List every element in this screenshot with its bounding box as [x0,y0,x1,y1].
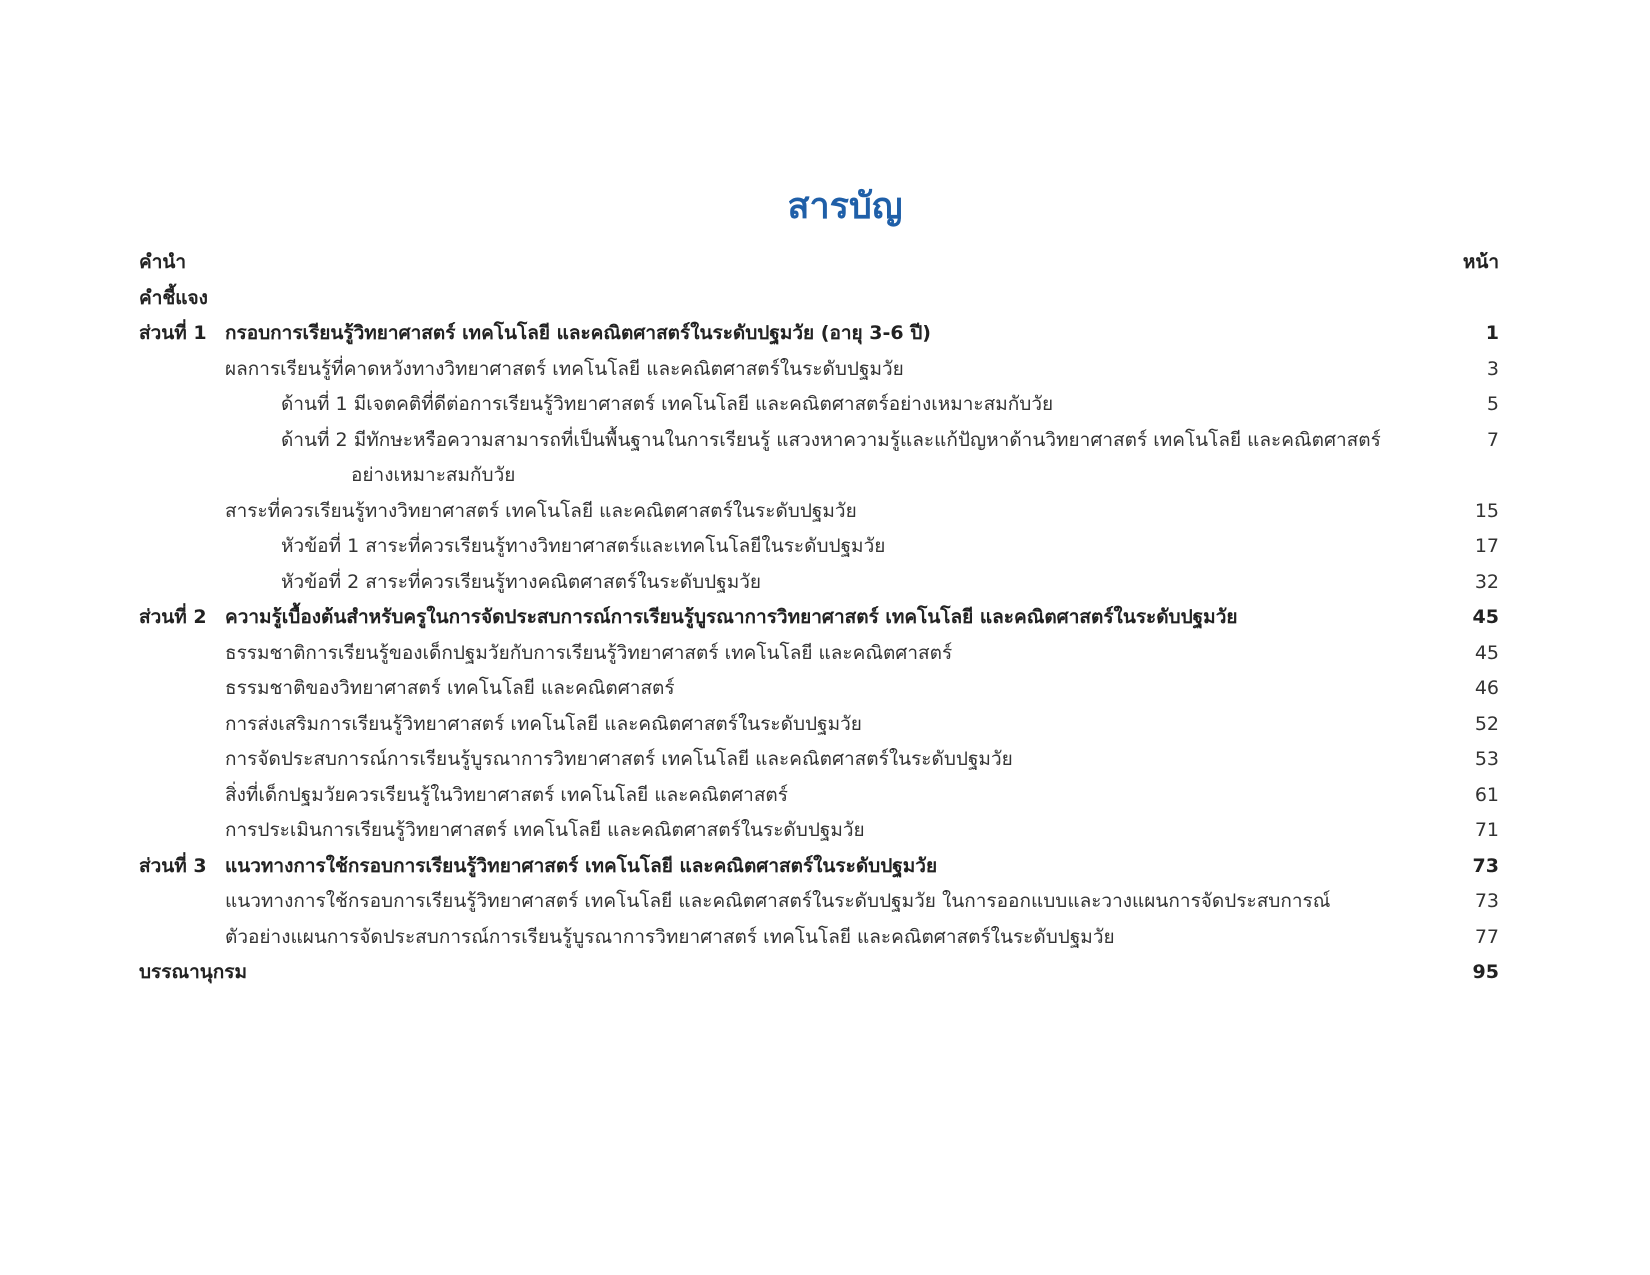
page-number: 1 [1485,322,1499,344]
toc-entry-line-2: อย่างเหมาะสมกับวัย [351,464,516,486]
toc-row [139,742,1499,778]
table-of-contents [139,245,1499,991]
toc-row [139,352,1499,388]
page-number: 17 [1474,535,1499,557]
page-number: 73 [1474,890,1499,912]
toc-entry-text: การประเมินการเรียนรู้วิทยาศาสตร์ เทคโนโลยี และคณิตศาสตร์ในระดับปฐมวัย [225,819,865,841]
page-number: 52 [1474,712,1499,735]
toc-row [139,707,1499,743]
toc-row-part-2 [139,600,1499,636]
page-number: 5 [1486,393,1499,415]
toc-row-preface [139,245,1499,281]
page-number: 61 [1474,783,1499,806]
toc-entry-text: การจัดประสบการณ์การเรียนรู้บูรณาการวิทยาศาสตร์ เทคโนโลยี และคณิตศาสตร์ในระดับปฐมวัย [225,748,1013,770]
toc-row [139,529,1499,565]
toc-entry-text: คำนำ [139,251,187,273]
toc-entry-text: หัวข้อที่ 1 สาระที่ควรเรียนรู้ทางวิทยาศาสตร์และเทคโนโลยีในระดับปฐมวัย [281,535,886,557]
toc-entry-text: ผลการเรียนรู้ที่คาดหวังทางวิทยาศาสตร์ เทคโนโลยี และคณิตศาสตร์ในระดับปฐมวัย [225,357,904,380]
page-title: สารบัญ [787,186,903,227]
toc-entry-text [281,423,1381,494]
toc-entry-text: ตัวอย่างแผนการจัดประสบการณ์การเรียนรู้บูรณาการวิทยาศาสตร์ เทคโนโลยี และคณิตศาสตร์ในระดับปฐมวัย [225,925,1115,948]
toc-row [139,636,1499,672]
part-number: ส่วนที่ 3 [139,854,207,877]
toc-row-bibliography [139,955,1499,991]
page-number: 71 [1474,819,1499,841]
page-column-header: หน้า [1462,251,1499,273]
toc-row-part-1 [139,316,1499,352]
page-number: 7 [1486,428,1499,451]
toc-entry-line-1: ด้านที่ 2 มีทักษะหรือความสามารถที่เป็นพื้นฐานในการเรียนรู้ แสวงหาความรู้และแก้ปัญหาด้านวิทยาศาสตร์ เทคโนโลยี และคณิตศาสตร์ [281,428,1381,451]
page-number: 95 [1472,961,1499,983]
page-number: 32 [1474,570,1499,593]
toc-row-part-3 [139,849,1499,885]
page-number: 3 [1486,357,1499,380]
page-number: 46 [1474,677,1499,699]
toc-row [139,423,1499,494]
toc-entry-text: บรรณานุกรม [139,961,247,983]
part-number: ส่วนที่ 2 [139,606,207,628]
toc-entry-text: ธรรมชาติของวิทยาศาสตร์ เทคโนโลยี และคณิตศาสตร์ [225,677,675,699]
toc-row [139,494,1499,530]
page-number: 73 [1472,854,1499,877]
toc-row [139,565,1499,601]
toc-entry-text: ด้านที่ 1 มีเจตคติที่ดีต่อการเรียนรู้วิทยาศาสตร์ เทคโนโลยี และคณิตศาสตร์อย่างเหมาะสมกับวัย [281,393,1054,415]
page-number: 15 [1474,499,1499,522]
page-number: 45 [1474,641,1499,664]
toc-entry-text: แนวทางการใช้กรอบการเรียนรู้วิทยาศาสตร์ เทคโนโลยี และคณิตศาสตร์ในระดับปฐมวัย [225,854,938,877]
toc-row [139,920,1499,956]
toc-entry-text: สาระที่ควรเรียนรู้ทางวิทยาศาสตร์ เทคโนโลยี และคณิตศาสตร์ในระดับปฐมวัย [225,499,857,522]
toc-entry-text: หัวข้อที่ 2 สาระที่ควรเรียนรู้ทางคณิตศาสตร์ในระดับปฐมวัย [281,570,762,593]
toc-row [139,778,1499,814]
toc-entry-text: ธรรมชาติการเรียนรู้ของเด็กปฐมวัยกับการเรียนรู้วิทยาศาสตร์ เทคโนโลยี และคณิตศาสตร์ [225,641,953,664]
toc-row [139,813,1499,849]
toc-row [139,884,1499,920]
toc-row [139,671,1499,707]
page-number: 53 [1474,748,1499,770]
toc-entry-text: คำชี้แจง [139,286,208,309]
page-number: 77 [1474,925,1499,948]
toc-entry-text: แนวทางการใช้กรอบการเรียนรู้วิทยาศาสตร์ เทคโนโลยี และคณิตศาสตร์ในระดับปฐมวัย ในการออกแบบและวางแผนการจัดประสบการณ์ [225,890,1331,912]
toc-row-explanation [139,281,1499,317]
toc-entry-text: สิ่งที่เด็กปฐมวัยควรเรียนรู้ในวิทยาศาสตร์ เทคโนโลยี และคณิตศาสตร์ [225,783,788,806]
page-number: 45 [1472,606,1499,628]
toc-entry-text: ความรู้เบื้องต้นสำหรับครูในการจัดประสบการณ์การเรียนรู้บูรณาการวิทยาศาสตร์ เทคโนโลยี และคณิตศาสตร์ในระดับปฐมวัย [225,606,1238,628]
toc-entry-text: การส่งเสริมการเรียนรู้วิทยาศาสตร์ เทคโนโลยี และคณิตศาสตร์ในระดับปฐมวัย [225,712,862,735]
part-number: ส่วนที่ 1 [139,322,207,344]
toc-entry-text: กรอบการเรียนรู้วิทยาศาสตร์ เทคโนโลยี และคณิตศาสตร์ในระดับปฐมวัย (อายุ 3-6 ปี) [225,322,931,344]
toc-row [139,387,1499,423]
